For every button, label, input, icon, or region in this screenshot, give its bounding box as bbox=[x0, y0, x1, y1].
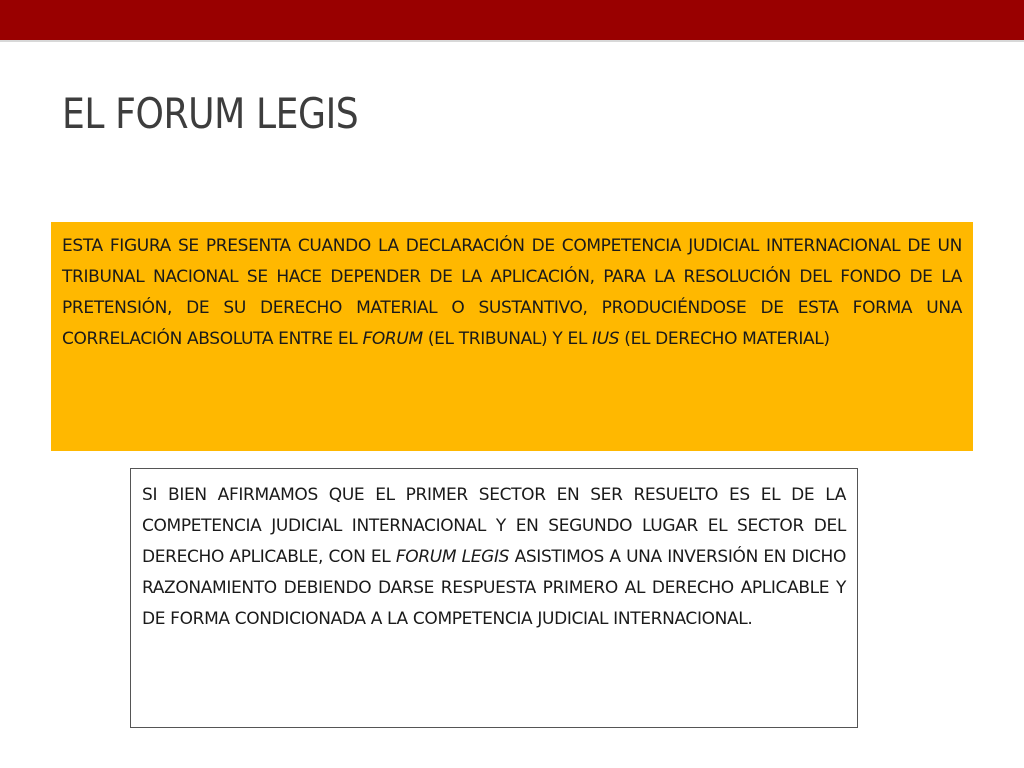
definition-text-part-3: (EL DERECHO MATERIAL) bbox=[619, 329, 830, 349]
definition-italic-forum: FORUM bbox=[362, 329, 423, 349]
definition-text-part-1: ESTA FIGURA SE PRESENTA CUANDO LA DECLARACIÓN DE COMPETENCIA JUDICIAL INTERNACIONAL DE UN TRIBUNAL NACIONAL SE HACE DEPENDER DE LA APLICACIÓN, PARA LA RESOLUCIÓN DEL FONDO DE LA PRETENSIÓN, DE SU DERECHO MATERIAL O SUSTANTIVO, PRODUCIÉNDOSE DE ESTA FORMA UNA CORRELACIÓN ABSOLUTA ENTRE EL bbox=[62, 236, 962, 349]
definition-text-part-2: (EL TRIBUNAL) Y EL bbox=[422, 329, 593, 349]
definition-italic-ius: IUS bbox=[592, 329, 620, 349]
top-accent-bar bbox=[0, 0, 1024, 40]
top-bar-shadow-line bbox=[0, 40, 1024, 42]
definition-text bbox=[62, 231, 962, 355]
explanation-text bbox=[142, 480, 846, 635]
explanation-box bbox=[130, 468, 858, 728]
explanation-text-part-1: SI BIEN AFIRMAMOS QUE EL PRIMER SECTOR EN SER RESUELTO ES EL DE LA COMPETENCIA JUDICIAL INTERNACIONAL Y EN SEGUNDO LUGAR EL SECTOR DEL DERECHO APLICABLE, CON EL bbox=[142, 485, 846, 567]
slide-title: EL FORUM LEGIS bbox=[62, 89, 359, 138]
explanation-text-part-2: ASISTIMOS A UNA INVERSIÓN EN DICHO RAZONAMIENTO DEBIENDO DARSE RESPUESTA PRIMERO AL DERECHO APLICABLE Y DE FORMA CONDICIONADA A LA COMPETENCIA JUDICIAL INTERNACIONAL. bbox=[142, 547, 846, 629]
explanation-italic-forum-legis: FORUM LEGIS bbox=[395, 547, 510, 567]
definition-box bbox=[51, 222, 973, 451]
